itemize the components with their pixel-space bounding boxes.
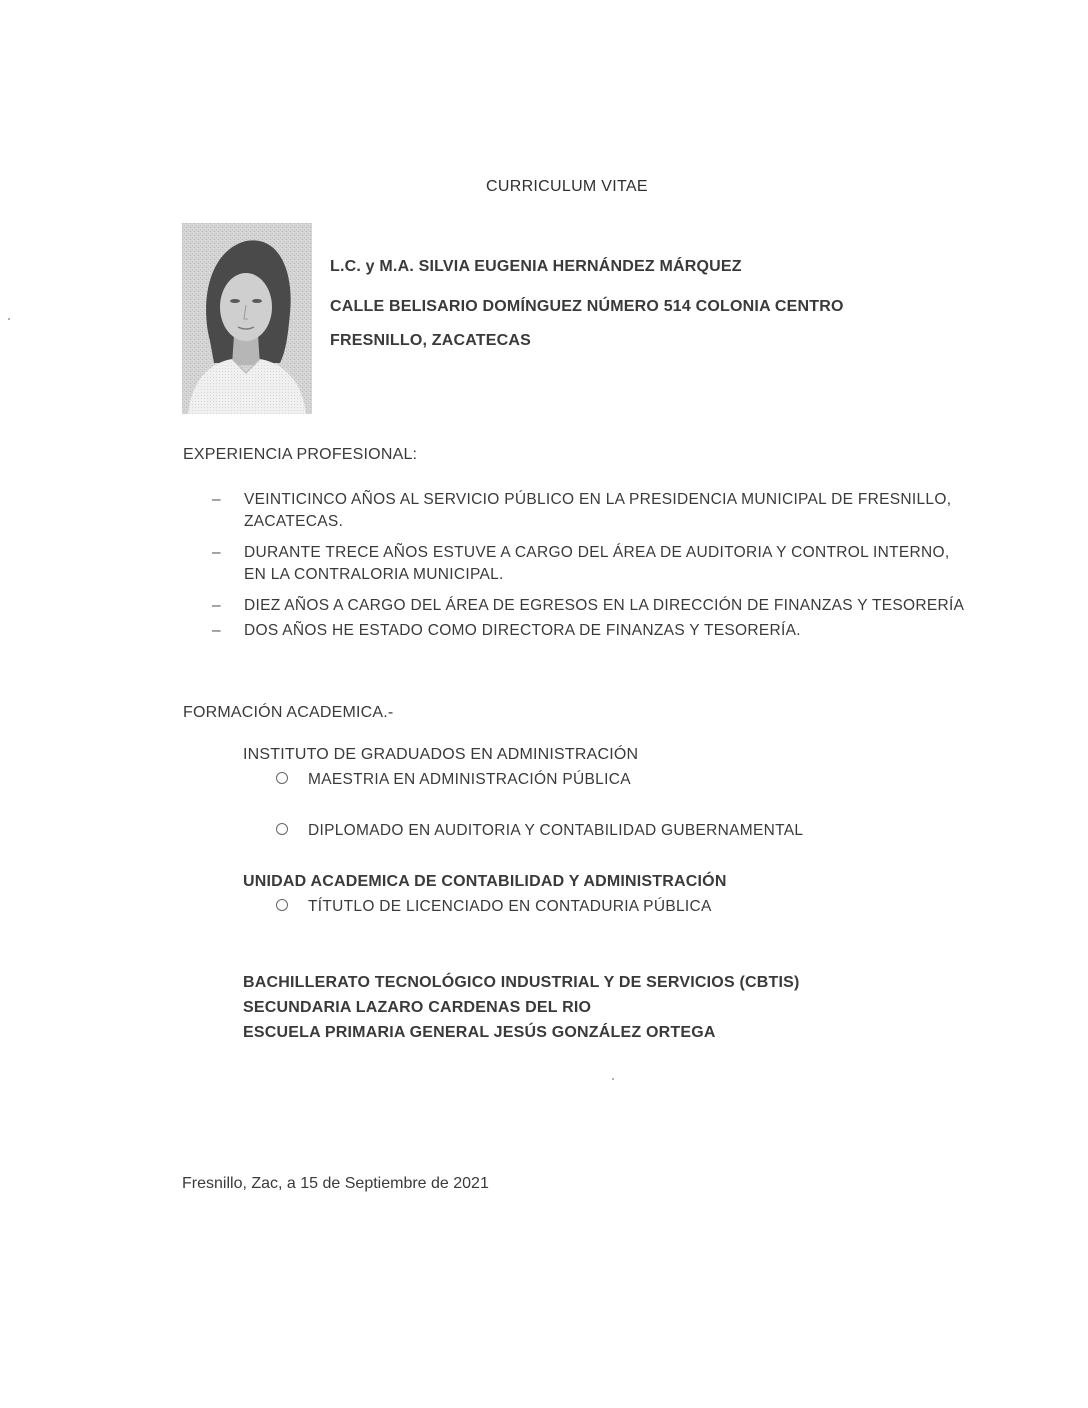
person-name: L.C. y M.A. SILVIA EUGENIA HERNÁNDEZ MÁRQUEZ — [330, 258, 742, 275]
address-line: CALLE BELISARIO DOMÍNGUEZ NÚMERO 514 COLONIA CENTRO — [330, 298, 844, 315]
dash-bullet-icon: – — [212, 544, 221, 561]
dash-bullet-icon: – — [212, 622, 221, 639]
institution-name: INSTITUTO DE GRADUADOS EN ADMINISTRACIÓN — [243, 746, 639, 763]
scan-speck — [612, 1078, 614, 1080]
education-heading: FORMACIÓN ACADEMICA.- — [183, 704, 394, 721]
program-item: MAESTRIA EN ADMINISTRACIÓN PÚBLICA — [276, 771, 631, 789]
school-item: ESCUELA PRIMARIA GENERAL JESÚS GONZÁLEZ ORTEGA — [243, 1024, 716, 1041]
school-item: BACHILLERATO TECNOLÓGICO INDUSTRIAL Y DE SERVICIOS (CBTIS) — [243, 974, 800, 991]
institution-name: UNIDAD ACADEMICA DE CONTABILIDAD Y ADMINISTRACIÓN — [243, 873, 727, 890]
program-item: TÍTUTLO DE LICENCIADO EN CONTADURIA PÚBLICA — [276, 898, 712, 916]
city-line: FRESNILLO, ZACATECAS — [330, 332, 532, 349]
experience-item: – DOS AÑOS HE ESTADO COMO DIRECTORA DE FINANZAS Y TESORERÍA. — [212, 620, 972, 642]
experience-item: – DIEZ AÑOS A CARGO DEL ÁREA DE EGRESOS EN LA DIRECCIÓN DE FINANZAS Y TESORERÍA — [212, 595, 972, 617]
scan-speck — [8, 318, 10, 320]
experience-item: – VEINTICINCO AÑOS AL SERVICIO PÚBLICO EN LA PRESIDENCIA MUNICIPAL DE FRESNILLO, ZACATECAS. — [212, 491, 952, 530]
experience-heading: EXPERIENCIA PROFESIONAL: — [183, 446, 418, 463]
document-title: CURRICULUM VITAE — [486, 178, 648, 195]
place-date: Fresnillo, Zac, a 15 de Septiembre de 2021 — [182, 1175, 489, 1192]
circle-bullet-icon — [276, 772, 288, 784]
school-item: SECUNDARIA LAZARO CARDENAS DEL RIO — [243, 999, 592, 1016]
program-item: DIPLOMADO EN AUDITORIA Y CONTABILIDAD GUBERNAMENTAL — [276, 822, 803, 840]
circle-bullet-icon — [276, 823, 288, 835]
dash-bullet-icon: – — [212, 491, 221, 508]
circle-bullet-icon — [276, 899, 288, 911]
dash-bullet-icon: – — [212, 597, 221, 614]
profile-photo — [182, 223, 312, 414]
experience-item: – DURANTE TRECE AÑOS ESTUVE A CARGO DEL ÁREA DE AUDITORIA Y CONTROL INTERNO, EN LA CONTRALORIA MUNICIPAL. — [212, 544, 950, 583]
